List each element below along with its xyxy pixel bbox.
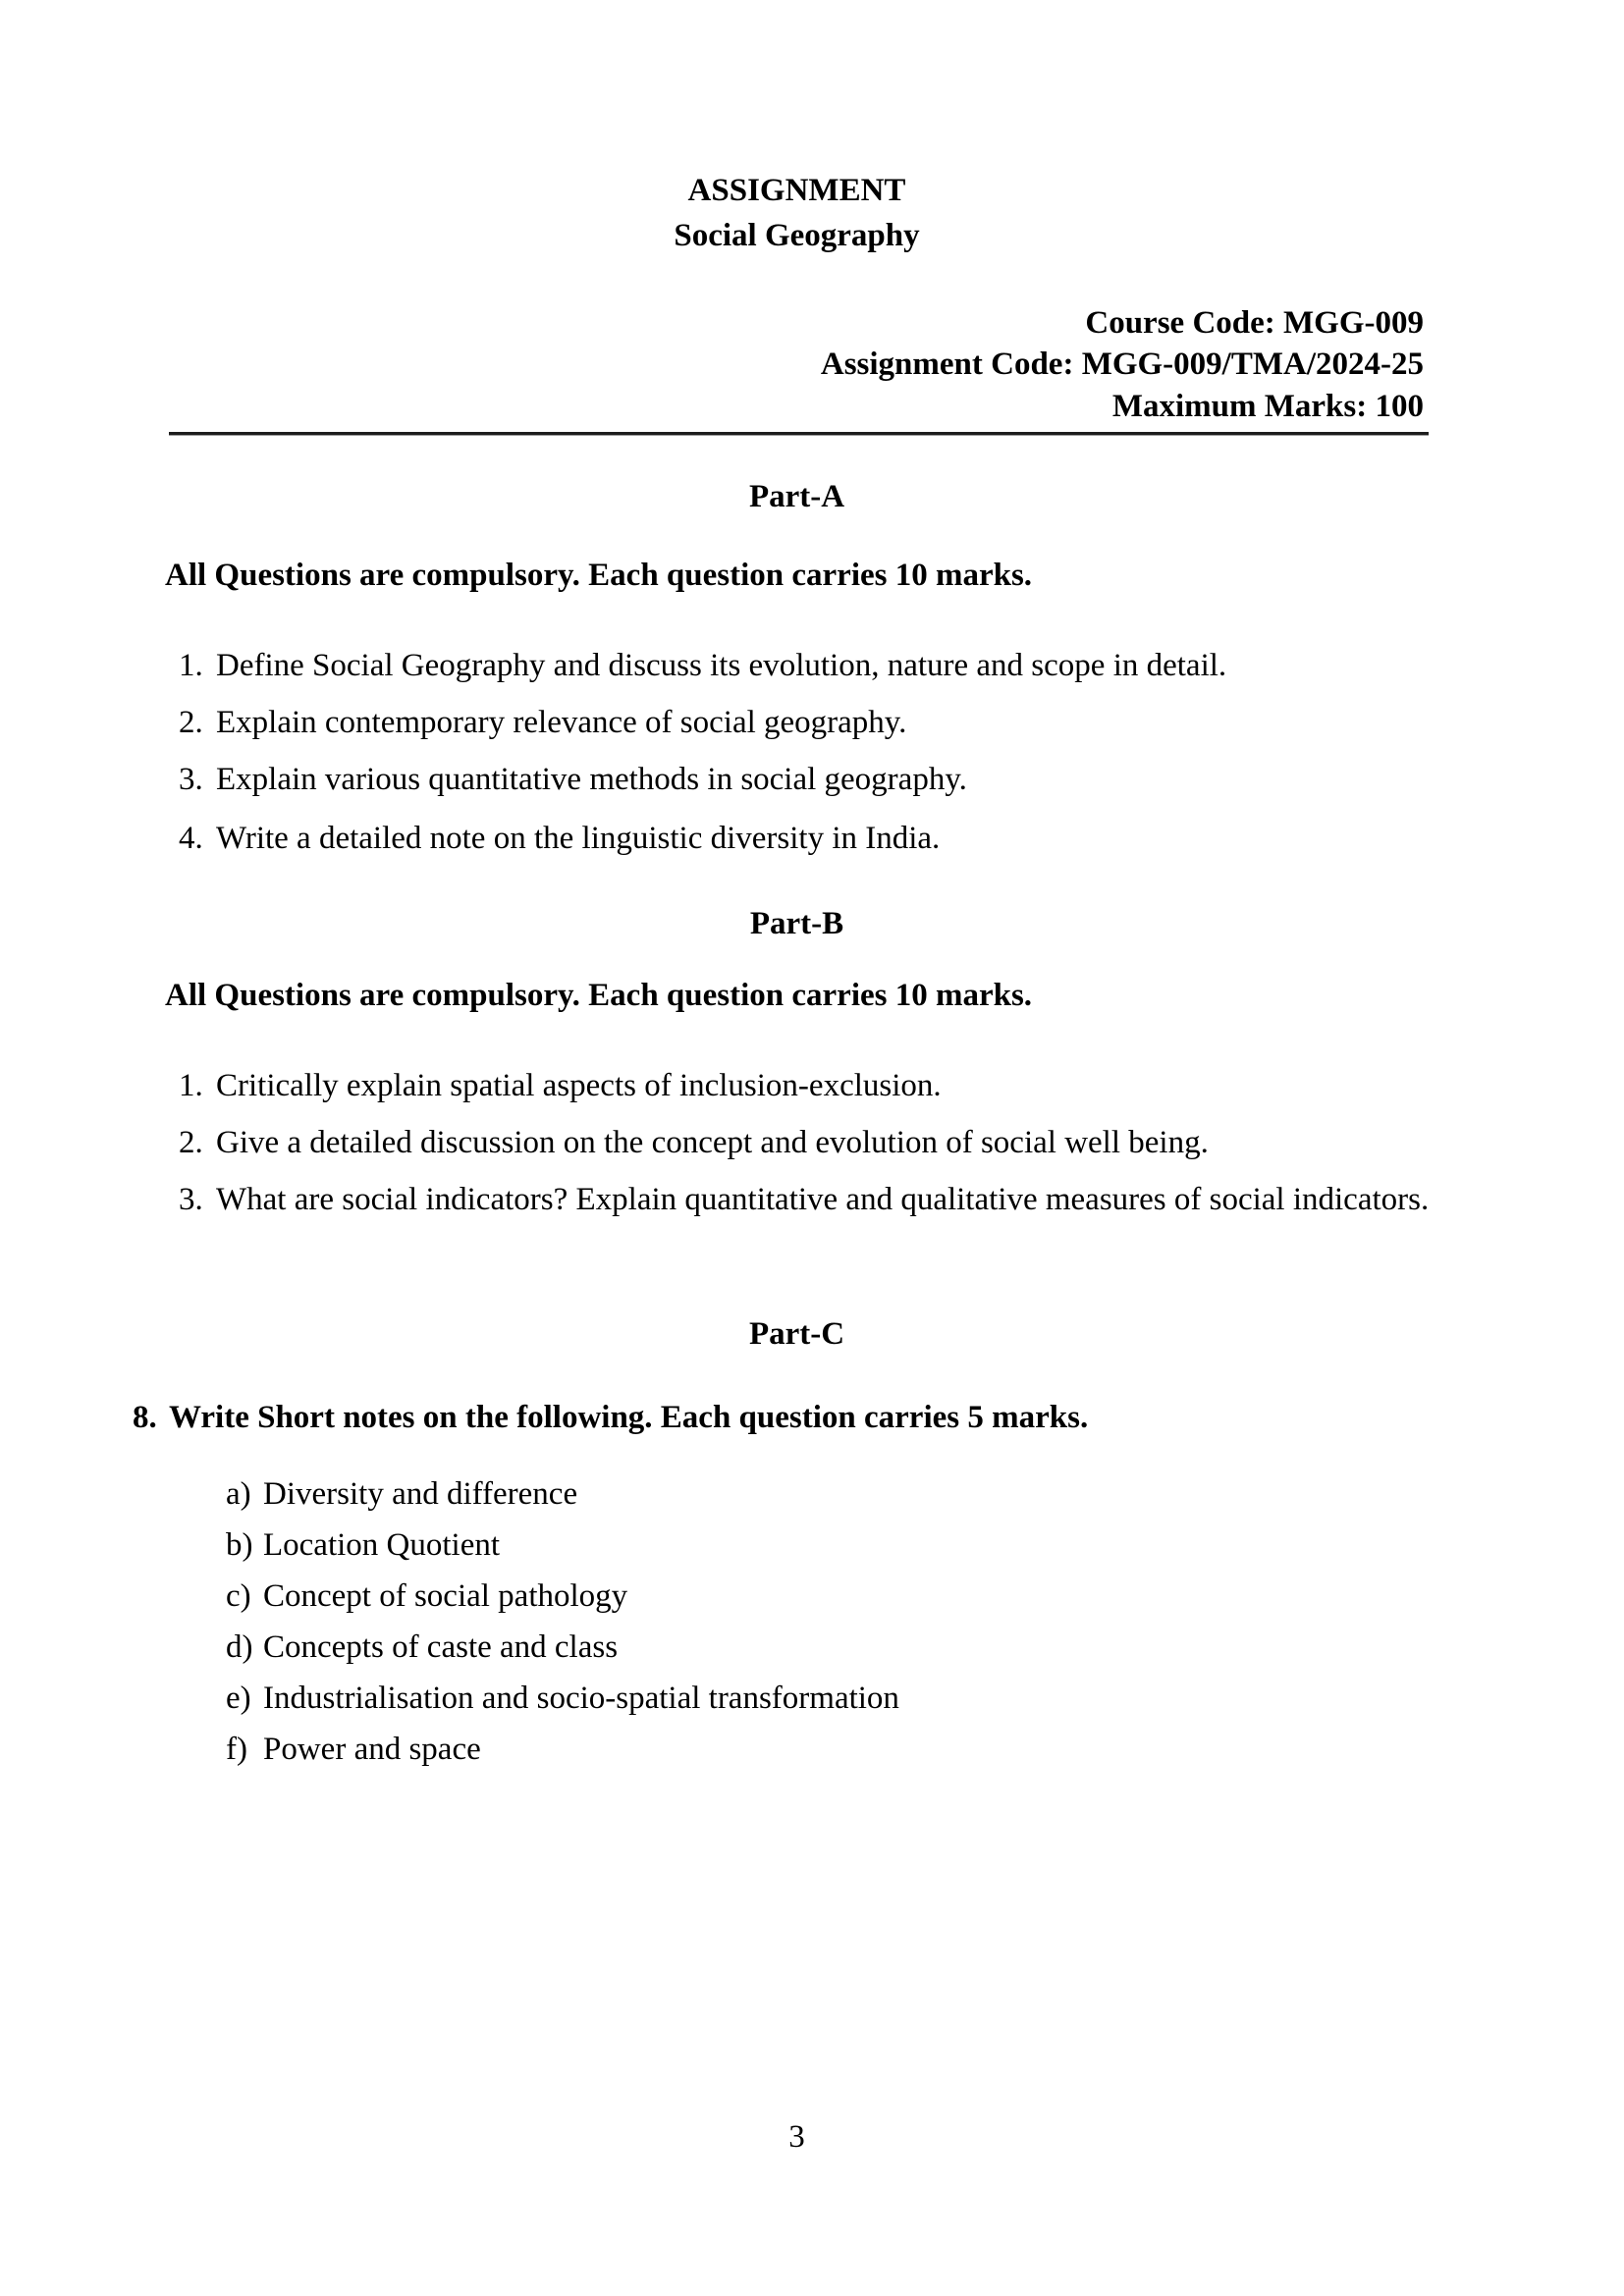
question-item [179, 814, 1434, 863]
question-item [133, 1393, 1386, 1442]
question-text: What are social indicators? Explain quantitative and qualitative measures of social indicators. [216, 1182, 1430, 1217]
question-item [179, 1061, 1434, 1110]
subquestion-text: Industrialisation and socio-spatial transformation [263, 1681, 899, 1716]
document-subtitle: Social Geography [674, 218, 920, 253]
subquestion-letter: d) [226, 1629, 253, 1665]
question-text: Write Short notes on the following. Each question carries 5 marks. [169, 1400, 1089, 1435]
subquestion-text: Location Quotient [263, 1527, 501, 1563]
document-title: ASSIGNMENT [687, 173, 906, 208]
subquestion-item [226, 1674, 1343, 1723]
subquestion-item [226, 1572, 1343, 1621]
question-item [179, 698, 1434, 747]
question-item [179, 1175, 1434, 1224]
header-divider [169, 432, 1429, 436]
section-heading-part-b: Part-B [749, 906, 844, 941]
question-text: Critically explain spatial aspects of inclusion-exclusion. [216, 1068, 942, 1103]
subquestion-text: Concept of social pathology [263, 1578, 628, 1614]
question-text: Explain various quantitative methods in social geography. [216, 762, 967, 797]
section-rubric-part-b: All Questions are compulsory. Each question carries 10 marks. [165, 978, 1033, 1013]
maximum-marks: Maximum Marks: 100 [1111, 389, 1424, 424]
course-code: Course Code: MGG-009 [1085, 305, 1424, 341]
question-number: 4. [179, 821, 203, 856]
question-item [179, 755, 1434, 804]
question-number: 8. [133, 1400, 157, 1435]
subquestion-letter: b) [226, 1527, 253, 1563]
question-number: 2. [179, 1125, 203, 1160]
question-number: 1. [179, 1068, 203, 1103]
subquestion-letter: f) [226, 1732, 247, 1767]
section-heading-part-c: Part-C [748, 1316, 845, 1352]
question-number: 2. [179, 705, 203, 740]
subquestion-text: Power and space [263, 1732, 481, 1767]
question-item [179, 641, 1434, 690]
subquestion-item [226, 1725, 1343, 1774]
assignment-code: Assignment Code: MGG-009/TMA/2024-25 [820, 347, 1424, 382]
subquestion-text: Concepts of caste and class [263, 1629, 619, 1665]
page-number: 3 [788, 2119, 805, 2155]
question-text: Define Social Geography and discuss its evolution, nature and scope in detail. [216, 648, 1227, 683]
subquestion-letter: a) [226, 1476, 251, 1512]
question-text: Explain contemporary relevance of social geography. [216, 705, 907, 740]
subquestion-letter: c) [226, 1578, 251, 1614]
subquestion-item [226, 1623, 1343, 1672]
question-number: 3. [179, 762, 203, 797]
section-heading-part-a: Part-A [748, 479, 845, 514]
question-text: Give a detailed discussion on the concept and evolution of social well being. [216, 1125, 1209, 1160]
question-text: Write a detailed note on the linguistic diversity in India. [216, 821, 941, 856]
subquestion-text: Diversity and difference [263, 1476, 578, 1512]
question-item [179, 1118, 1434, 1167]
subquestion-item [226, 1521, 1343, 1570]
subquestion-item [226, 1469, 1343, 1519]
question-number: 1. [179, 648, 203, 683]
section-rubric-part-a: All Questions are compulsory. Each question carries 10 marks. [165, 558, 1033, 593]
subquestion-letter: e) [226, 1681, 251, 1716]
question-number: 3. [179, 1182, 203, 1217]
